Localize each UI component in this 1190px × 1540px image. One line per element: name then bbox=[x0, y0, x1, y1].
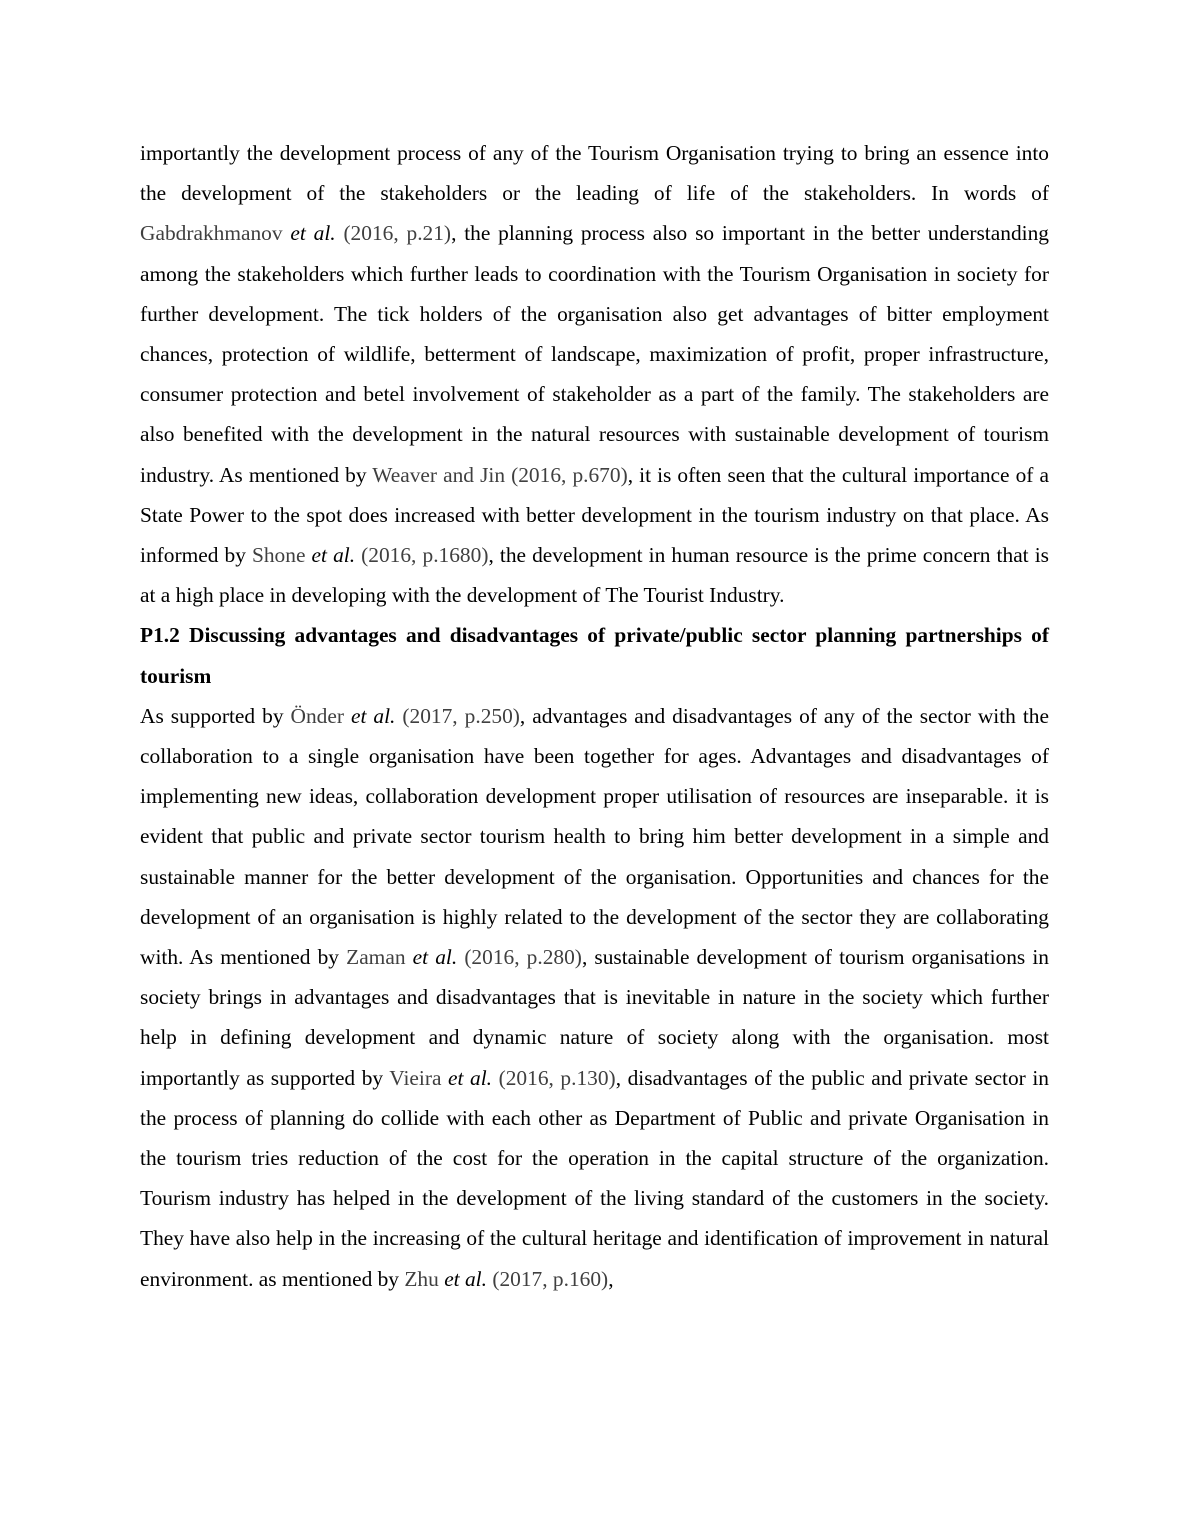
citation-author: Zaman bbox=[346, 945, 406, 970]
citation-shone bbox=[252, 543, 488, 567]
citation-etal: et al. bbox=[448, 1065, 493, 1090]
document-page bbox=[140, 133, 1049, 1299]
citation-author: Shone bbox=[251, 543, 306, 568]
citation-ref: (2016, p.21) bbox=[343, 221, 452, 246]
paragraph-text: , advantages and disadvantages of any of the sector with the collaboration to a single organisation have been together for ages. Advantages and disadvantages of implementing new ideas, collaboration development proper utilisation of resources are inseparable. it is evident that public and private sector tourism health to bring him better development in a simple and sustainable manner for the better development of the organisation. Opportunities and chances for the development of an organisation is highly related to the development of the sector they are collaborating with. As mentioned by bbox=[140, 703, 1049, 970]
citation-author: Önder bbox=[290, 703, 344, 728]
citation-weaver-jin: Weaver and Jin (2016, p.670) bbox=[372, 462, 628, 487]
paragraph-text: , bbox=[608, 1266, 614, 1291]
citation-gabdrakhmanov bbox=[140, 221, 451, 245]
citation-ref: (2017, p.250) bbox=[402, 703, 520, 728]
paragraph-text: As supported by bbox=[140, 703, 291, 728]
paragraph-text: , it is often seen that the cultural importance of a State Power to the spot does increased with better development in the tourism industry on that place. As informed by bbox=[140, 462, 1049, 568]
body-paragraph-partnerships bbox=[140, 696, 1049, 1299]
body-paragraph-stakeholders bbox=[140, 133, 1049, 615]
paragraph-text: , the development in human resource is the prime concern that is at a high place in developing with the development of The Tourist Industry. bbox=[140, 543, 1049, 608]
citation-ref: (2017, p.160) bbox=[492, 1266, 609, 1291]
citation-onder bbox=[291, 704, 520, 728]
citation-zaman bbox=[346, 945, 582, 969]
citation-etal: et al. bbox=[350, 703, 396, 728]
citation-etal: et al. bbox=[311, 543, 356, 568]
citation-etal: et al. bbox=[290, 221, 336, 246]
citation-etal: et al. bbox=[444, 1266, 487, 1291]
citation-vieira bbox=[389, 1066, 615, 1090]
paragraph-text: , disadvantages of the public and private sector in the process of planning do collide with each other as Department of Public and private Organisation in the tourism tries reduction of the cost for the operation in the capital structure of the organization. Tourism industry has helped in the development of the living standard of the customers in the society. They have also help in the increasing of the cultural heritage and identification of improvement in natural environment. as mentioned by bbox=[140, 1065, 1049, 1291]
paragraph-text: , the planning process also so important in the better understanding among the stakeholders which further leads to coordination with the Tourism Organisation in society for further development. The tick holders of the organisation also get advantages of bitter employment chances, protection of wildlife, betterment of landscape, maximization of profit, proper infrastructure, consumer protection and betel involvement of stakeholder as a part of the family. The stakeholders are also benefited with the development in the natural resources with sustainable development of tourism industry. As mentioned by bbox=[140, 221, 1049, 487]
paragraph-text: importantly the development process of any of the Tourism Organisation trying to bring an essence into the development of the stakeholders or the leading of life of the stakeholders. In words of bbox=[140, 141, 1049, 206]
citation-etal: et al. bbox=[412, 945, 458, 970]
citation-author: Gabdrakhmanov bbox=[140, 221, 283, 246]
citation-ref: (2016, p.1680) bbox=[361, 543, 489, 568]
paragraph-text: , sustainable development of tourism organisations in society brings in advantages and disadvantages that is inevitable in nature in the society which further help in defining development and dynamic nature of society along with the organisation. most importantly as supported by bbox=[140, 945, 1050, 1090]
citation-ref: (2016, p.130) bbox=[498, 1065, 616, 1090]
citation-author: Zhu bbox=[404, 1266, 439, 1291]
citation-zhu bbox=[404, 1267, 608, 1291]
citation-author: Vieira bbox=[389, 1065, 442, 1090]
citation-ref: (2016, p.280) bbox=[464, 945, 582, 970]
section-heading-p1-2: P1.2 Discussing advantages and disadvantages of private/public sector planning partnerships of tourism bbox=[140, 623, 1049, 688]
